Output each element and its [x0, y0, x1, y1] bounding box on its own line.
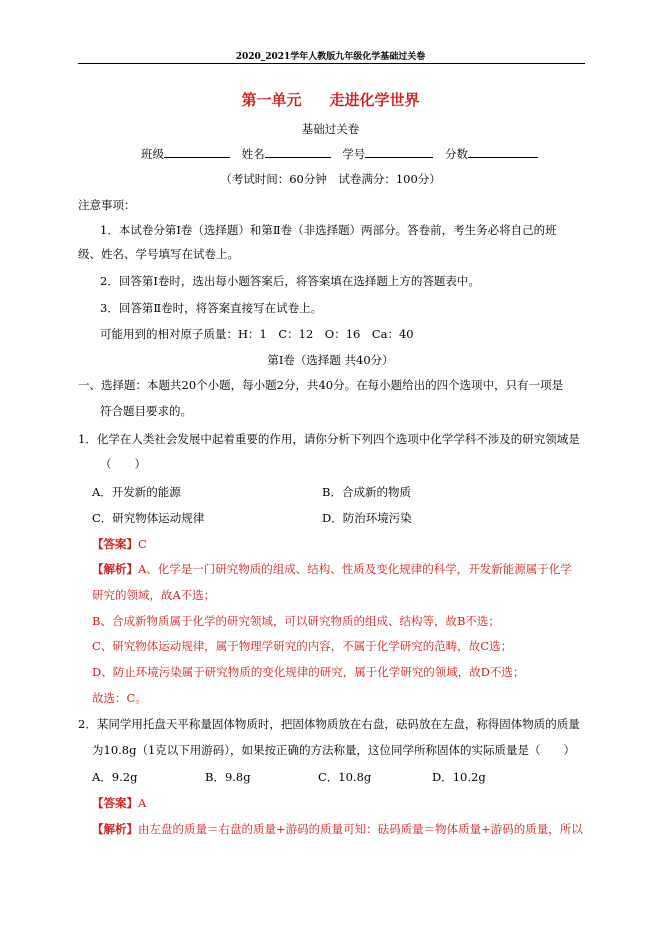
exam-info: （考试时间：60分钟 试卷满分：100分）	[220, 172, 441, 186]
q1-analysis-line1	[92, 561, 572, 577]
part1-instruction-line1: 一、选择题：本题共20个小题，每小题2分，共40分。在每小题给出的四个选项中，只有一项是	[78, 378, 564, 392]
q2-stem-line1: 2．某同学用托盘天平称量固体物质时，把固体物质放在右盘，砝码放在左盘，称得固体物质的质量	[78, 717, 580, 731]
q2-answer-value: A	[138, 796, 147, 810]
q1-analysis-line2: 研究的领域，故A不选；	[92, 588, 216, 602]
q1-analysis-line6: 故选：C。	[92, 691, 147, 705]
q1-option-b[interactable]: B．合成新的物质	[322, 485, 411, 499]
field-id-label: 学号	[342, 147, 366, 161]
student-info-row	[141, 145, 538, 162]
notes-heading: 注意事项：	[78, 198, 136, 212]
page-title	[0, 90, 661, 110]
page-header: 2020_2021学年人教版九年级化学基础过关卷	[235, 52, 426, 62]
field-name-blank[interactable]	[265, 145, 331, 158]
section1-title: 第Ⅰ卷（选择题 共40分）	[267, 353, 394, 367]
q1-analysis-line4: C、研究物体运动规律，属于物理学研究的内容，不属于化学研究的范畴，故C选；	[92, 639, 513, 653]
field-name-label: 姓名	[241, 147, 265, 161]
q2-option-b[interactable]: B．9.8g	[205, 770, 251, 784]
q1-answer	[92, 536, 147, 552]
field-class-label: 班级	[141, 147, 164, 161]
q2-option-d[interactable]: D．10.2g	[432, 770, 486, 784]
q1-analysis-line3: B、合成新物质属于化学的研究领域，可以研究物质的组成、结构等，故B不选；	[92, 614, 500, 628]
header-rule	[78, 63, 585, 64]
q2-option-a[interactable]: A．9.2g	[92, 770, 138, 784]
field-score-label: 分数	[444, 147, 468, 161]
q1-stem-line2: （ ）	[100, 457, 146, 471]
field-class-blank[interactable]	[164, 145, 230, 158]
q1-analysis-line5: D、防止环境污染属于研究物质的变化规律的研究，属于化学研究的领域，故D不选；	[92, 665, 525, 679]
field-id-blank[interactable]	[365, 145, 433, 158]
field-score-blank[interactable]	[468, 145, 538, 158]
note-item-3: 3．回答第Ⅱ卷时，将答案直接写在试卷上。	[100, 301, 323, 315]
note-item-1-line1: 1．本试卷分第Ⅰ卷（选择题）和第Ⅱ卷（非选择题）两部分。答卷前，考生务必将自己的班	[100, 223, 557, 237]
atomic-mass-info: 可能用到的相对原子质量：H：1 C：12 O：16 Ca：40	[100, 327, 414, 341]
q2-analysis-line1	[92, 821, 583, 837]
note-item-1-line2: 级、姓名、学号填写在试卷上。	[78, 247, 239, 261]
q2-stem-line2: 为10.8g（1克以下用游码），如果按正确的方法称量，这位同学所称固体的实际质量是（ ）	[92, 743, 576, 757]
unit-label: 第一单元	[241, 91, 302, 109]
page-subtitle: 基础过关卷	[301, 122, 360, 136]
q2-answer	[92, 795, 146, 811]
unit-name: 走进化学世界	[329, 91, 420, 109]
q2-option-c[interactable]: C．10.8g	[318, 770, 372, 784]
q1-answer-value: C	[138, 537, 147, 551]
q2-answer-label: 【答案】	[92, 796, 138, 810]
q1-option-d[interactable]: D．防治环境污染	[322, 511, 412, 525]
q2-analysis-text-1: 由左盘的质量＝右盘的质量+游码的质量可知：砝码质量＝物体质量+游码的质量，所以	[138, 822, 583, 836]
q1-option-c[interactable]: C．研究物体运动规律	[92, 511, 205, 525]
q1-option-a[interactable]: A．开发新的能源	[92, 485, 181, 499]
q1-answer-label: 【答案】	[92, 537, 138, 551]
q2-analysis-label: 【解析】	[92, 822, 138, 836]
note-item-2: 2．回答第Ⅰ卷时，选出每小题答案后，将答案填在选择题上方的答题表中。	[100, 274, 480, 288]
q1-analysis-text-1: A、化学是一门研究物质的组成、结构、性质及变化规律的科学，开发新能源属于化学	[138, 562, 572, 576]
q1-analysis-label: 【解析】	[92, 562, 138, 576]
part1-instruction-line2: 符合题目要求的。	[100, 404, 192, 418]
q1-stem-line1: 1．化学在人类社会发展中起着重要的作用，请你分析下列四个选项中化学学科不涉及的研究领域是	[78, 432, 580, 446]
